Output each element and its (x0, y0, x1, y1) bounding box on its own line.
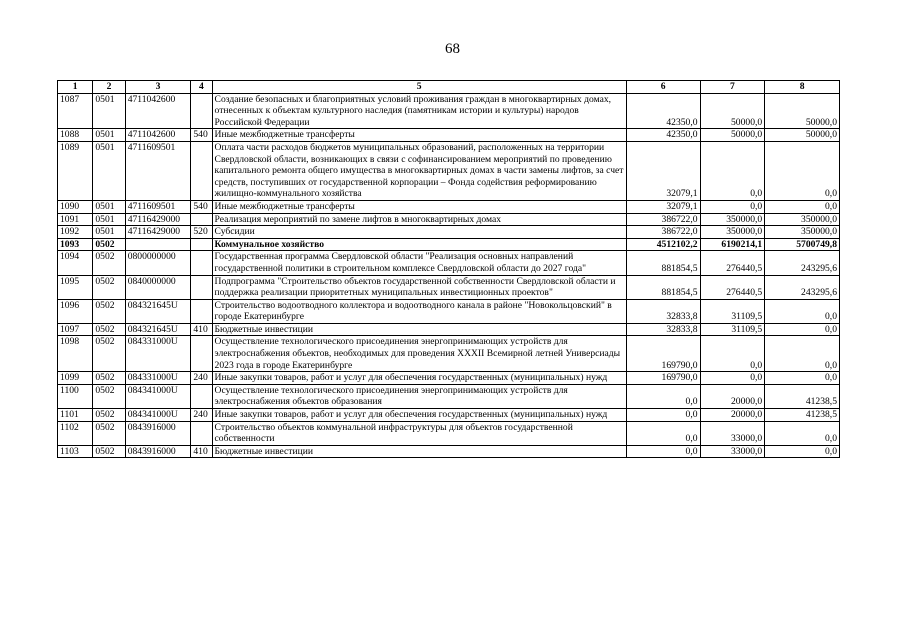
description-cell: Бюджетные инвестиции (212, 445, 626, 458)
section-code-cell: 0502 (93, 238, 125, 251)
description-cell: Иные межбюджетные трансферты (212, 129, 626, 142)
table-row (58, 129, 840, 142)
description-cell: Строительство водоотводного коллектора и водоотводного канала в районе "Новокольцовский" в городе Екатеринбурге (212, 299, 626, 323)
column-header: 1 (58, 81, 93, 94)
expense-type-cell: 410 (191, 445, 212, 458)
amount-year1-cell: 32833,8 (626, 323, 700, 336)
amount-year3-cell: 350000,0 (765, 213, 840, 226)
target-article-cell: 0843916000 (125, 445, 191, 458)
amount-year2-cell: 20000,0 (700, 384, 765, 408)
amount-year1-cell: 32079,1 (626, 200, 700, 213)
expense-type-cell: 540 (191, 129, 212, 142)
description-cell: Субсидии (212, 226, 626, 239)
amount-year2-cell: 276440,5 (700, 275, 765, 299)
section-code-cell: 0502 (93, 372, 125, 385)
amount-year2-cell: 350000,0 (700, 213, 765, 226)
column-header: 8 (765, 81, 840, 94)
target-article-cell: 084331000U (125, 336, 191, 372)
table-row (58, 141, 840, 200)
amount-year3-cell: 41238,5 (765, 384, 840, 408)
table-row (58, 251, 840, 275)
target-article-cell: 47116429000 (125, 226, 191, 239)
table-body (58, 93, 840, 458)
table-row (58, 200, 840, 213)
amount-year3-cell: 5700749,8 (765, 238, 840, 251)
target-article-cell: 0843916000 (125, 421, 191, 445)
expense-type-cell: 520 (191, 226, 212, 239)
table-row (58, 384, 840, 408)
row-number-cell: 1102 (58, 421, 93, 445)
row-number-cell: 1099 (58, 372, 93, 385)
amount-year2-cell: 0,0 (700, 372, 765, 385)
row-number-cell: 1094 (58, 251, 93, 275)
row-number-cell: 1092 (58, 226, 93, 239)
column-header: 2 (93, 81, 125, 94)
amount-year3-cell: 0,0 (765, 141, 840, 200)
expense-type-cell (191, 384, 212, 408)
amount-year3-cell: 0,0 (765, 200, 840, 213)
section-code-cell: 0501 (93, 93, 125, 129)
expense-type-cell: 240 (191, 409, 212, 422)
target-article-cell: 0800000000 (125, 251, 191, 275)
target-article-cell: 4711609501 (125, 200, 191, 213)
table-row (58, 323, 840, 336)
table-row (58, 226, 840, 239)
table-row (58, 421, 840, 445)
expense-type-cell: 240 (191, 372, 212, 385)
amount-year3-cell: 0,0 (765, 323, 840, 336)
amount-year1-cell: 0,0 (626, 409, 700, 422)
amount-year3-cell: 243295,6 (765, 251, 840, 275)
amount-year2-cell: 0,0 (700, 336, 765, 372)
expense-type-cell (191, 336, 212, 372)
description-cell: Осуществление технологического присоединения энергопринимающих устройств для электроснабжения объектов образования (212, 384, 626, 408)
section-code-cell: 0502 (93, 251, 125, 275)
amount-year1-cell: 42350,0 (626, 129, 700, 142)
section-code-cell: 0502 (93, 299, 125, 323)
description-cell: Иные межбюджетные трансферты (212, 200, 626, 213)
target-article-cell (125, 238, 191, 251)
column-header: 4 (191, 81, 212, 94)
column-header: 5 (212, 81, 626, 94)
row-number-cell: 1101 (58, 409, 93, 422)
table-row (58, 238, 840, 251)
section-code-cell: 0502 (93, 384, 125, 408)
table-row (58, 213, 840, 226)
section-code-cell: 0501 (93, 200, 125, 213)
amount-year1-cell: 0,0 (626, 445, 700, 458)
header-row (58, 81, 840, 94)
amount-year2-cell: 50000,0 (700, 129, 765, 142)
expense-type-cell: 540 (191, 200, 212, 213)
row-number-cell: 1103 (58, 445, 93, 458)
amount-year1-cell: 881854,5 (626, 251, 700, 275)
section-code-cell: 0501 (93, 129, 125, 142)
amount-year1-cell: 32079,1 (626, 141, 700, 200)
target-article-cell: 4711042600 (125, 129, 191, 142)
expense-type-cell (191, 299, 212, 323)
section-code-cell: 0502 (93, 336, 125, 372)
description-cell: Государственная программа Свердловской области "Реализация основных направлений государственной политики в строительном комплексе Свердловской области до 2027 года" (212, 251, 626, 275)
section-code-cell: 0501 (93, 141, 125, 200)
table-row (58, 409, 840, 422)
amount-year1-cell: 169790,0 (626, 336, 700, 372)
target-article-cell: 084341000U (125, 409, 191, 422)
target-article-cell: 0840000000 (125, 275, 191, 299)
expense-type-cell (191, 421, 212, 445)
column-header: 3 (125, 81, 191, 94)
amount-year2-cell: 0,0 (700, 200, 765, 213)
amount-year1-cell: 4512102,2 (626, 238, 700, 251)
expense-type-cell (191, 141, 212, 200)
amount-year2-cell: 6190214,1 (700, 238, 765, 251)
amount-year1-cell: 386722,0 (626, 226, 700, 239)
description-cell: Коммунальное хозяйство (212, 238, 626, 251)
row-number-cell: 1100 (58, 384, 93, 408)
amount-year1-cell: 0,0 (626, 421, 700, 445)
amount-year2-cell: 31109,5 (700, 299, 765, 323)
row-number-cell: 1098 (58, 336, 93, 372)
table-row (58, 445, 840, 458)
target-article-cell: 084321645U (125, 299, 191, 323)
amount-year1-cell: 0,0 (626, 384, 700, 408)
section-code-cell: 0502 (93, 445, 125, 458)
expense-type-cell (191, 251, 212, 275)
amount-year2-cell: 31109,5 (700, 323, 765, 336)
expense-type-cell (191, 238, 212, 251)
row-number-cell: 1097 (58, 323, 93, 336)
amount-year1-cell: 169790,0 (626, 372, 700, 385)
amount-year2-cell: 33000,0 (700, 445, 765, 458)
table-row (58, 336, 840, 372)
amount-year3-cell: 0,0 (765, 299, 840, 323)
amount-year2-cell: 276440,5 (700, 251, 765, 275)
table-row (58, 299, 840, 323)
description-cell: Оплата части расходов бюджетов муниципальных образований, расположенных на территории Свердловской области, возникающих в связи с софинансированием мероприятий по проведению капитального ремонта общего имущества в многоквартирных домах в части замены лифтов, за счет средств, поступивших от государственной корпорации – Фонда содействия реформированию жилищно-коммунального хозяйства (212, 141, 626, 200)
amount-year3-cell: 243295,6 (765, 275, 840, 299)
amount-year2-cell: 350000,0 (700, 226, 765, 239)
amount-year1-cell: 42350,0 (626, 93, 700, 129)
description-cell: Бюджетные инвестиции (212, 323, 626, 336)
table-row (58, 93, 840, 129)
table-row (58, 275, 840, 299)
description-cell: Подпрограмма "Строительство объектов государственной собственности Свердловской области и поддержка реализации приоритетных муниципальных инвестиционных проектов" (212, 275, 626, 299)
amount-year2-cell: 20000,0 (700, 409, 765, 422)
section-code-cell: 0501 (93, 226, 125, 239)
amount-year3-cell: 0,0 (765, 372, 840, 385)
description-cell: Строительство объектов коммунальной инфраструктуры для объектов государственной собственности (212, 421, 626, 445)
section-code-cell: 0502 (93, 421, 125, 445)
column-header: 6 (626, 81, 700, 94)
column-header: 7 (700, 81, 765, 94)
description-cell: Реализация мероприятий по замене лифтов в многоквартирных домах (212, 213, 626, 226)
description-cell: Иные закупки товаров, работ и услуг для обеспечения государственных (муниципальных) нужд (212, 409, 626, 422)
section-code-cell: 0501 (93, 213, 125, 226)
amount-year3-cell: 50000,0 (765, 93, 840, 129)
row-number-cell: 1089 (58, 141, 93, 200)
description-cell: Иные закупки товаров, работ и услуг для обеспечения государственных (муниципальных) нужд (212, 372, 626, 385)
table-row (58, 372, 840, 385)
row-number-cell: 1091 (58, 213, 93, 226)
description-cell: Создание безопасных и благоприятных условий проживания граждан в многоквартирных домах, отнесенных к объектам культурного наследия (памятникам истории и культуры) народов Российской Федерации (212, 93, 626, 129)
row-number-cell: 1090 (58, 200, 93, 213)
amount-year2-cell: 50000,0 (700, 93, 765, 129)
section-code-cell: 0502 (93, 275, 125, 299)
amount-year3-cell: 0,0 (765, 421, 840, 445)
amount-year3-cell: 41238,5 (765, 409, 840, 422)
row-number-cell: 1096 (58, 299, 93, 323)
amount-year3-cell: 350000,0 (765, 226, 840, 239)
amount-year3-cell: 50000,0 (765, 129, 840, 142)
expense-type-cell (191, 213, 212, 226)
target-article-cell: 084331000U (125, 372, 191, 385)
amount-year3-cell: 0,0 (765, 336, 840, 372)
target-article-cell: 4711609501 (125, 141, 191, 200)
amount-year1-cell: 386722,0 (626, 213, 700, 226)
expense-type-cell: 410 (191, 323, 212, 336)
expense-type-cell (191, 93, 212, 129)
amount-year1-cell: 32833,8 (626, 299, 700, 323)
row-number-cell: 1093 (58, 238, 93, 251)
target-article-cell: 084321645U (125, 323, 191, 336)
row-number-cell: 1095 (58, 275, 93, 299)
expense-type-cell (191, 275, 212, 299)
page-number: 68 (445, 41, 460, 57)
target-article-cell: 47116429000 (125, 213, 191, 226)
section-code-cell: 0502 (93, 409, 125, 422)
description-cell: Осуществление технологического присоединения энергопринимающих устройств для электроснабжения объектов, необходимых для проведения XXXII Всемирной летней Универсиады 2023 года в городе Екатеринбурге (212, 336, 626, 372)
target-article-cell: 4711042600 (125, 93, 191, 129)
amount-year2-cell: 33000,0 (700, 421, 765, 445)
amount-year2-cell: 0,0 (700, 141, 765, 200)
amount-year3-cell: 0,0 (765, 445, 840, 458)
amount-year1-cell: 881854,5 (626, 275, 700, 299)
target-article-cell: 084341000U (125, 384, 191, 408)
budget-table (57, 80, 840, 458)
section-code-cell: 0502 (93, 323, 125, 336)
row-number-cell: 1087 (58, 93, 93, 129)
row-number-cell: 1088 (58, 129, 93, 142)
